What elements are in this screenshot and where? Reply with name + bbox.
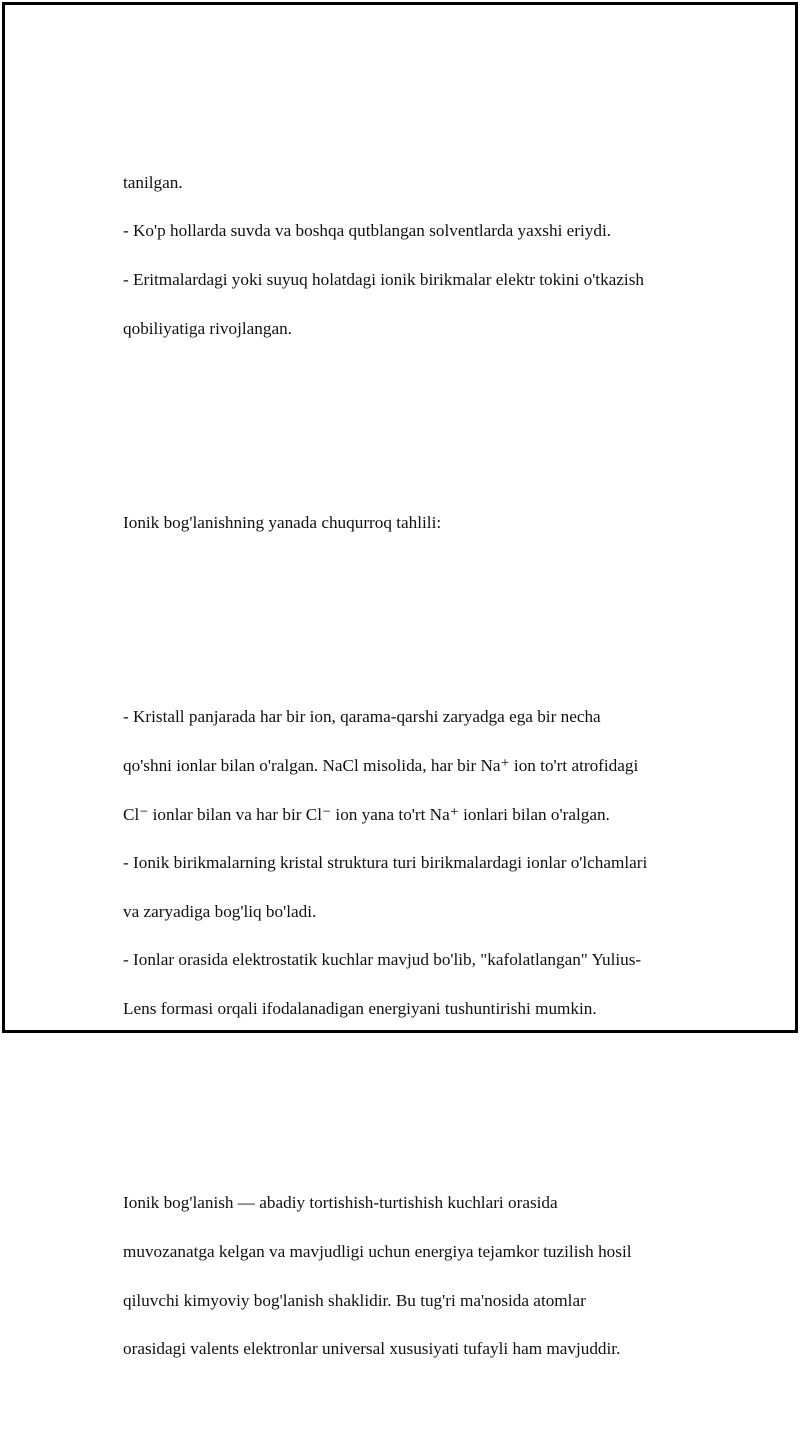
text-line: Cl⁻ ionlar bilan va har bir Cl⁻ ion yana to'rt Na⁺ ionlari bilan o'ralgan. [123, 804, 610, 824]
text-line: Ionik bog'lanish — abadiy tortishish-turtishish kuchlari orasida [123, 1193, 558, 1213]
paragraph-spacer [123, 608, 703, 632]
text-line: - Eritmalardagi yoki suyuq holatdagi ionik birikmalar elektr tokini o'tkazish [123, 270, 644, 290]
text-line: qo'shni ionlar bilan o'ralgan. NaCl misolida, har bir Na⁺ ion to'rt atrofidagi [123, 756, 639, 776]
paragraph-spacer [123, 1094, 703, 1118]
text-line: - Ko'p hollarda suvda va boshqa qutblangan solventlarda yaxshi eriydi. [123, 221, 612, 241]
text-line: - Ionlar orasida elektrostatik kuchlar mavjud bo'lib, "kafolatlangan" Yulius- [123, 950, 642, 970]
text-line: tanilgan. [123, 172, 183, 192]
text-line: Ionik bog'lanishning yanada chuqurroq tahlili: [123, 513, 442, 533]
paragraph-analysis-list [123, 681, 703, 1045]
text-line: muvozanatga kelgan va mavjudligi uchun energiya tejamkor tuzilish hosil [123, 1241, 632, 1261]
section-heading [123, 487, 703, 560]
text-line: - Ionik birikmalarning kristal struktura turi birikmalardagi ionlar o'lchamlari [123, 853, 648, 873]
text-line: orasidagi valents elektronlar universal xususiyati tufayli ham mavjuddir. [123, 1339, 621, 1359]
text-line: qiluvchi kimyoviy bog'lanish shaklidir. Bu tug'ri ma'nosida atomlar [123, 1290, 586, 1310]
text-line: va zaryadiga bog'liq bo'ladi. [123, 901, 317, 921]
paragraph-spacer [123, 414, 703, 438]
paragraph-conclusion [123, 1167, 703, 1386]
text-line: - Kristall panjarada har bir ion, qarama-qarshi zaryadga ega bir necha [123, 707, 601, 727]
page-frame [2, 2, 798, 1359]
text-line: qobiliyatiga rivojlangan. [123, 318, 292, 338]
text-line: Lens formasi orqali ifodalanadigan energiyani tushuntirishi mumkin. [123, 998, 597, 1018]
paragraph-properties-list [123, 147, 703, 366]
document-body [123, 98, 703, 1434]
